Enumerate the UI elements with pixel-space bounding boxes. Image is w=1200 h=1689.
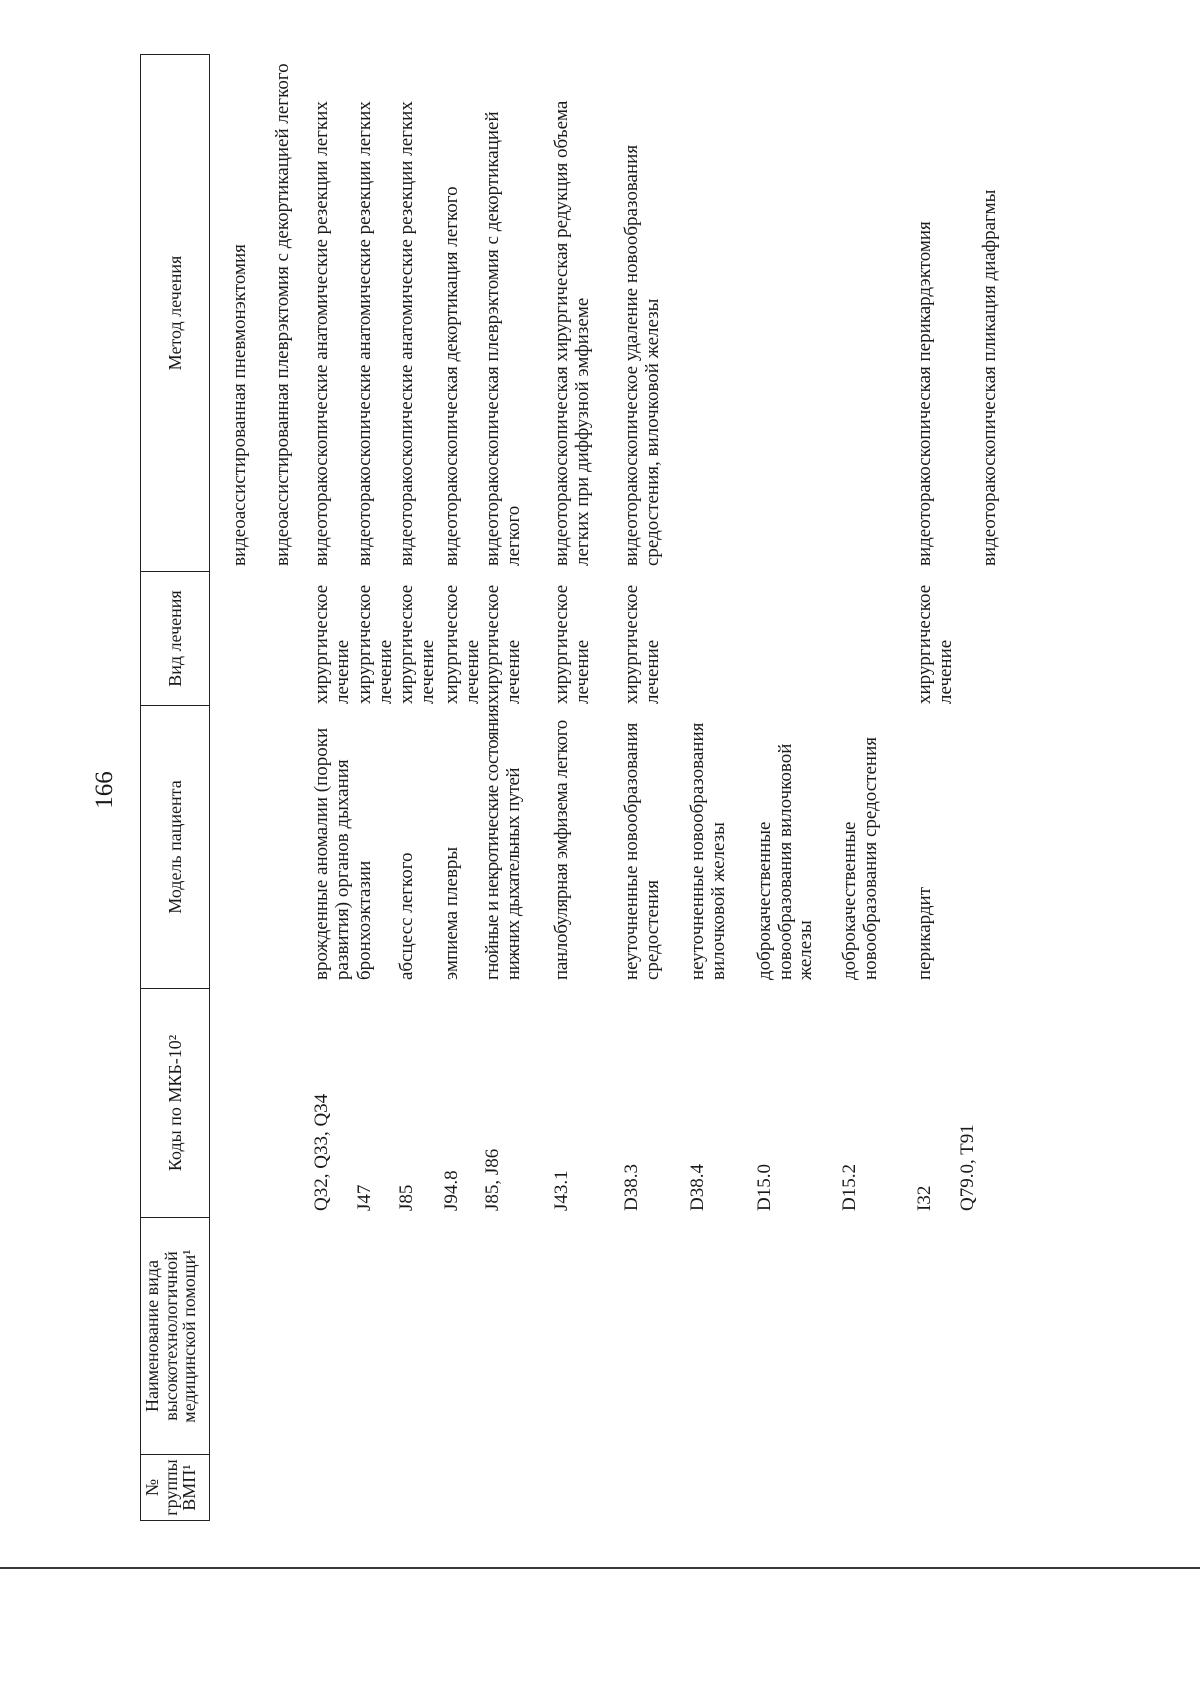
header-icd-codes: Коды по МКБ-10² [141,988,209,1217]
treatment-type-cell: хирургическое лечение [551,584,593,704]
treatment-method-cell: видеоторакоскопические анатомические резекции легких [311,101,332,566]
table-row [273,0,294,1689]
table-row [839,0,881,1689]
table-row [551,0,593,1689]
table-row [311,0,353,1689]
scan-edge-line [0,1567,1200,1569]
treatment-method-cell: видеоассистированная плеврэктомия с декортикацией легкого [272,63,293,566]
treatment-method-cell: видеоторакоскопическая перикардэктомия [914,221,935,566]
treatment-type-cell: хирургическое лечение [396,584,438,704]
icd-code-cell: I32 [914,1185,935,1211]
treatment-type-cell: хирургическое лечение [914,584,956,704]
table-row [687,0,729,1689]
icd-code-cell: D15.2 [839,1164,860,1211]
icd-code-cell: J47 [354,1184,375,1211]
header-patient-model: Модель пациента [141,705,209,988]
table-row [230,0,251,1689]
patient-model-cell: эмпиема плевры [441,846,462,980]
patient-model-cell: перикардит [914,886,935,980]
icd-code-cell: D38.3 [621,1164,642,1211]
table-row [957,0,1000,1689]
treatment-type-cell: хирургическое лечение [441,584,483,704]
treatment-method-cell: видеоторакоскопическая хирургическая редукция объема легких при диффузной эмфиземе [551,100,593,566]
treatment-method-cell: видеоторакоскопические анатомические резекции легких [354,101,375,566]
patient-model-cell: неуточненные новообразования вилочковой железы [687,722,729,980]
treatment-type-cell: хирургическое лечение [311,584,353,704]
icd-code-cell: D15.0 [754,1164,775,1211]
table-header [140,54,210,1521]
treatment-method-cell: видеоторакоскопическая декортикация легкого [441,186,462,566]
header-vmp-name: Наименование вида высокотехнологичной медицинской помощи¹ [141,1217,209,1454]
page-number: 166 [91,771,118,809]
patient-model-cell: гнойные и некротические состояния нижних дыхательных путей [482,704,524,980]
icd-code-cell: J85 [396,1184,417,1211]
patient-model-cell: врожденные аномалии (пороки развития) органов дыхания [311,727,353,980]
treatment-type-cell: хирургическое лечение [621,584,663,704]
table-row [754,0,816,1689]
patient-model-cell: абсцесс легкого [396,852,417,980]
icd-code-cell: Q79.0, T91 [957,1124,978,1211]
table-row [396,0,438,1689]
header-treatment-type: Вид лечения [141,571,209,705]
treatment-method-cell: видеоассистированная пневмонэктомия [229,244,250,566]
patient-model-cell: доброкачественные новообразования вилочковой железы [754,743,816,980]
icd-code-cell: Q32, Q33, Q34 [311,1093,332,1211]
table-row [354,0,396,1689]
table-row [621,0,663,1689]
patient-model-cell: доброкачественные новообразования средостения [839,737,881,980]
treatment-method-cell: видеоторакоскопическая плеврэктомия с декортикацией легкого [482,111,524,566]
treatment-type-cell: хирургическое лечение [482,584,524,704]
icd-code-cell: D38.4 [687,1164,708,1211]
patient-model-cell: бронхоэктазии [354,860,375,980]
treatment-method-cell: видеоторакоскопические анатомические резекции легких [396,101,417,566]
treatment-method-cell: видеоторакоскопическое удаление новообразования средостения, вилочковой железы [621,144,663,566]
table-row [914,0,956,1689]
treatment-type-cell: хирургическое лечение [354,584,396,704]
icd-code-cell: J94.8 [441,1170,462,1211]
header-treatment-method: Метод лечения [164,255,185,371]
patient-model-cell: панлобулярная эмфизема легкого [551,720,572,980]
table-row [441,0,483,1689]
table-row [482,0,524,1689]
icd-code-cell: J85, J86 [482,1148,503,1211]
treatment-method-cell: видеоторакоскопическая пликация диафрагмы [979,189,1000,566]
patient-model-cell: неуточненные новообразования средостения [621,722,663,980]
icd-code-cell: J43.1 [551,1170,572,1211]
header-group-number: № группы ВМП¹ [141,1454,209,1520]
